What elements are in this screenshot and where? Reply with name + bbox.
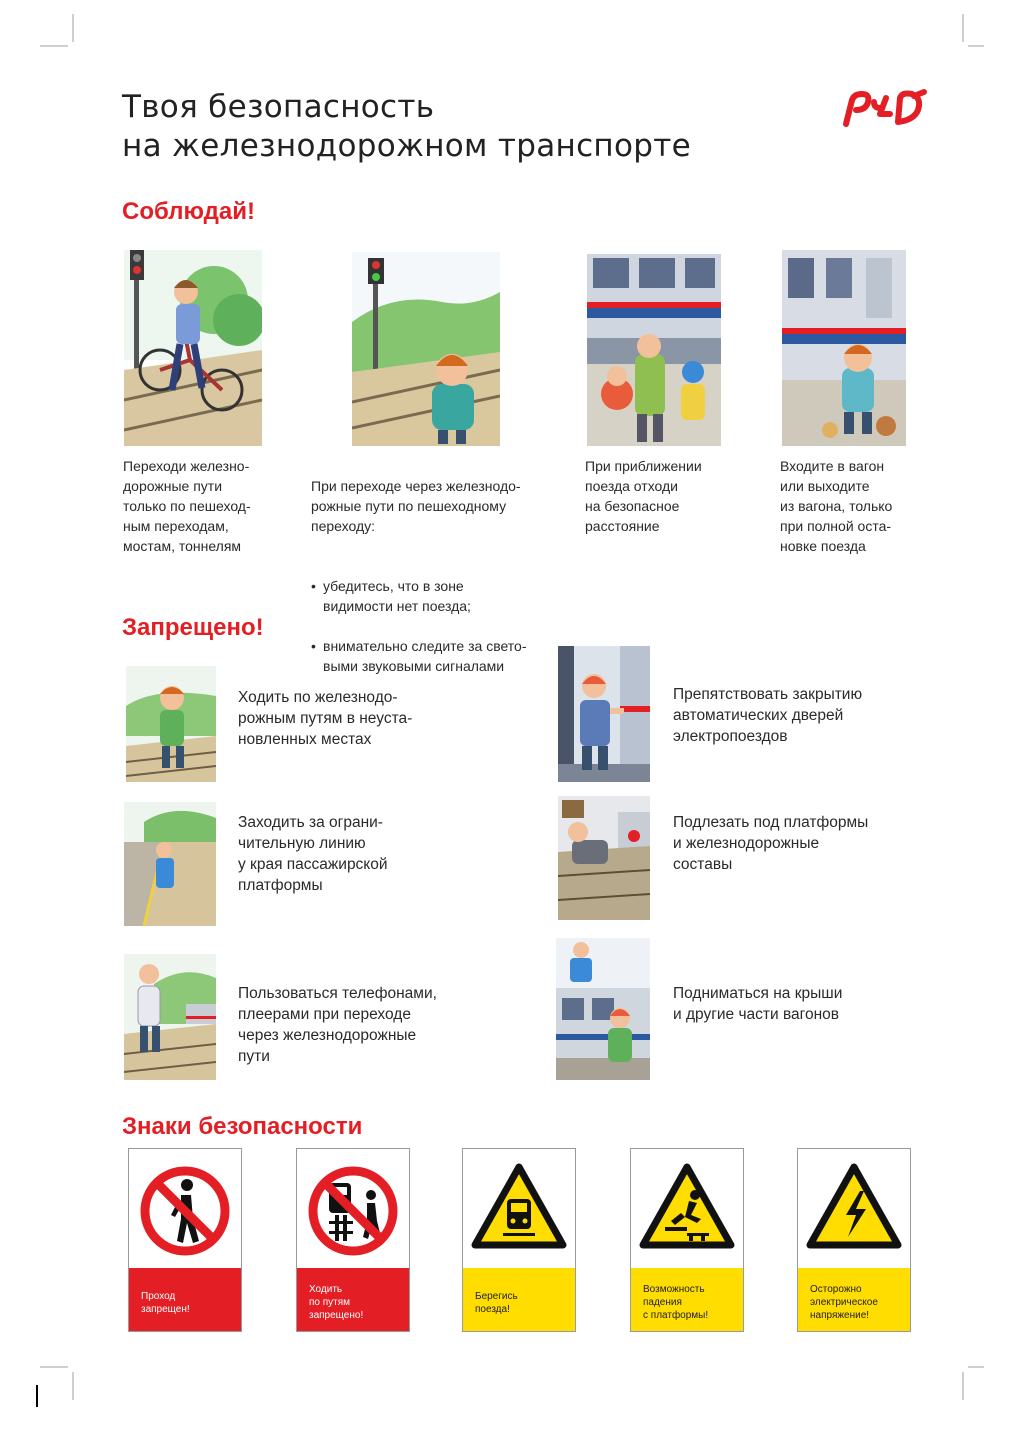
electric-warning-icon	[798, 1149, 910, 1269]
sign-label: Возможность падения с платформы!	[631, 1268, 743, 1331]
text-cursor	[36, 1385, 38, 1407]
crop-mark	[72, 14, 74, 42]
forbidden-text-1: Ходить по железнодо- рожным путям в неуста- новленных местах	[238, 689, 413, 748]
poster-title	[122, 88, 691, 166]
rzd-logo	[838, 88, 928, 130]
phone-crossing-illustration	[124, 954, 216, 1080]
forbidden-text-4: Подлезать под платформы и железнодорожные составы	[673, 814, 869, 873]
forbidden-text-6: Подниматься на крыши и другие части вагонов	[673, 985, 843, 1023]
boy-on-tracks-illustration	[126, 666, 216, 782]
title-line-2: на железнодорожном транспорте	[122, 128, 691, 164]
crop-mark	[72, 1372, 74, 1400]
sign-label: Проход запрещен!	[129, 1268, 241, 1331]
safety-sign-no-pedestrian	[128, 1148, 242, 1332]
crop-mark	[962, 14, 964, 42]
no-pedestrian-icon	[129, 1149, 241, 1269]
crop-mark	[40, 45, 68, 47]
signs-heading: Знаки безопасности	[122, 1113, 363, 1140]
boy-train-illustration	[782, 250, 906, 446]
crop-mark	[968, 1366, 984, 1368]
observe-caption-2-bullet: • убедитесь, что в зоне видимости нет поезда;	[311, 576, 576, 616]
observe-caption-3: При приближении поезда отходи на безопасное расстояние	[585, 458, 702, 534]
observe-caption-2	[311, 456, 576, 716]
safety-sign-no-walking-tracks	[296, 1148, 410, 1332]
observe-heading: Соблюдай!	[122, 198, 255, 225]
cyclist-crossing-illustration	[124, 250, 262, 446]
boy-at-crossing-illustration	[352, 252, 500, 446]
sign-label: Ходить по путям запрещено!	[297, 1268, 409, 1331]
observe-caption-2-list	[311, 556, 576, 696]
blocking-doors-illustration	[558, 646, 650, 782]
forbidden-text-2: Препятствовать закрытию автоматических дверей электропоездов	[673, 686, 863, 745]
observe-caption-2-bullet: • внимательно следите за свето- выми звуковыми сигналами	[311, 636, 576, 676]
observe-caption-1: Переходи железно- дорожные пути только по пешеход- ным переходам, мостам, тоннелям	[123, 458, 251, 554]
train-warning-icon	[463, 1149, 575, 1269]
crop-mark	[968, 45, 984, 47]
family-platform-illustration	[587, 254, 721, 446]
title-line-1: Твоя безопасность	[122, 89, 435, 125]
sign-label: Осторожно электрическое напряжение!	[798, 1268, 910, 1331]
platform-edge-illustration	[124, 802, 216, 926]
sign-label: Берегись поезда!	[463, 1268, 575, 1331]
under-platform-illustration	[558, 796, 650, 920]
forbidden-heading: Запрещено!	[122, 614, 264, 641]
safety-sign-fall-warning	[630, 1148, 744, 1332]
observe-caption-2-intro: При переходе через железнодо- рожные пути по пешеходному переходу:	[311, 478, 521, 534]
crop-mark	[962, 1372, 964, 1400]
crop-mark	[40, 1366, 68, 1368]
forbidden-text-5: Пользоваться телефонами, плеерами при переходе через железнодорожные пути	[238, 985, 437, 1065]
no-walking-on-tracks-icon	[297, 1149, 409, 1269]
fall-warning-icon	[631, 1149, 743, 1269]
safety-sign-electric-warning	[797, 1148, 911, 1332]
safety-sign-train-warning	[462, 1148, 576, 1332]
observe-caption-4: Входите в вагон или выходите из вагона, только при полной оста- новке поезда	[780, 458, 893, 554]
forbidden-text-3: Заходить за ограни- чительную линию у края пассажирской платформы	[238, 814, 388, 894]
train-roof-illustration	[556, 938, 650, 1080]
